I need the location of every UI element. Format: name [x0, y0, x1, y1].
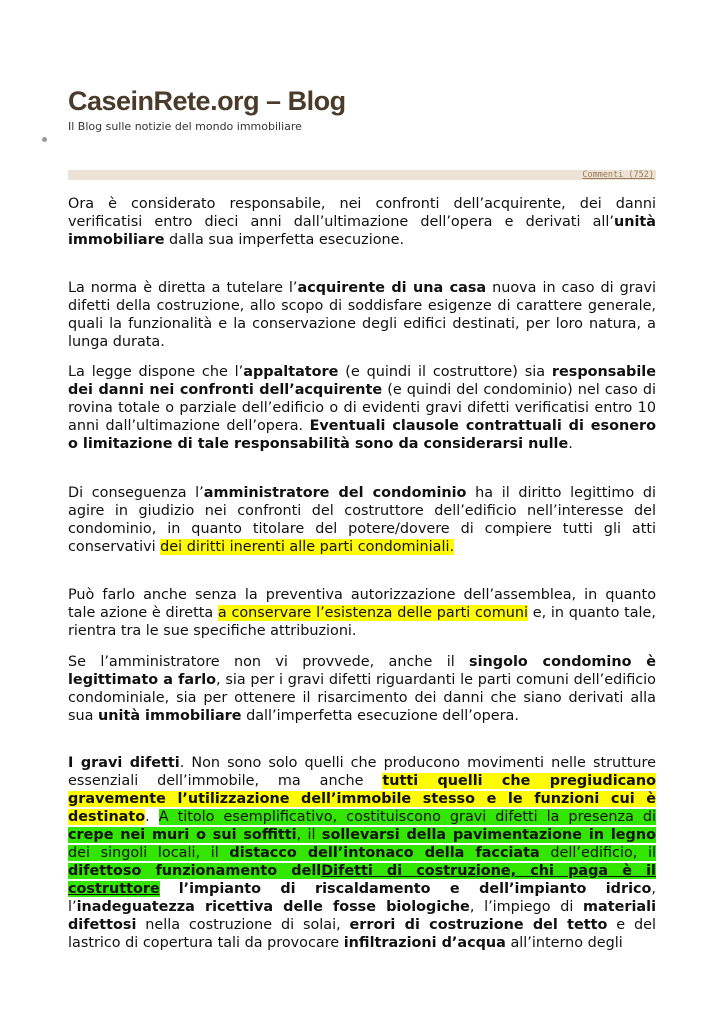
highlight-yellow: a conservare l’esistenza delle parti comuni [217, 605, 528, 621]
highlight-green: sollevarsi della pavimentazione in legno [321, 827, 656, 843]
paragraph-4: Di conseguenza l’amministratore del condominio ha il diritto legittimo di agire in giudizio nei confronti del costruttore dell’edificio nell’interesse del condominio, in quanto titolare del potere/dovere di compiere tutti gli atti conservativi dei diritti inerenti alle parti condominiali. [68, 485, 657, 555]
highlight-green: crepe nei muri o sui soffitti [68, 827, 297, 843]
bold-text: singolo condomino è legittimato a farlo [68, 654, 656, 688]
highlight-green: A titolo esemplificativo, costituiscono gravi difetti la presenza di [158, 809, 656, 825]
bold-text: infiltrazioni d’acqua [343, 935, 506, 951]
bullet-icon [42, 137, 47, 142]
bold-text: errori di costruzione del tetto [349, 917, 608, 933]
bold-text: materiali difettosi [68, 899, 656, 933]
bold-text: acquirente di una casa [297, 280, 487, 296]
internal-link[interactable]: Difetti di costruzione, chi paga è il costruttore [68, 863, 656, 897]
bold-text: l’impianto di riscaldamento e dell’impianto idrico [178, 881, 652, 897]
highlight-green: dell’edificio, il [539, 845, 657, 861]
bold-text: responsabile dei danni nei confronti dell’acquirente [68, 364, 656, 398]
paragraph-7: I gravi difetti. Non sono solo quelli che producono movimenti nelle strutture essenziali dell’immobile, ma anche tutti quelli che pregiudicano gravemente l’utilizzazione dell’immobile stesso e le funzioni cui è destinato. A titolo esemplificativo, costituiscono gravi difetti la presenza di crepe nei muri o sui soffitti, il sollevarsi della pavimentazione in legno dei singoli locali, il distacco dell’intonaco della facciata dell’edificio, il difettoso funzionamento dellDifetti di costruzione, chi paga è il costruttore l’impianto di riscaldamento e dell’impianto idrico, l’inadeguatezza ricettiva delle fosse biologiche, l’impiego di materiali difettosi nella costruzione di solai, errori di costruzione del tetto e del lastrico di copertura tali da provocare infiltrazioni d’acqua all’interno degli [68, 755, 657, 951]
paragraph-3: La legge dispone che l’appaltatore (e quindi il costruttore) sia responsabile dei danni nei confronti dell’acquirente (e quindi del condominio) nel caso di rovina totale o parziale dell’edificio o di evidenti gravi difetti verificatisi entro 10 anni dall’ultimazione dell’opera. Eventuali clausole contrattuali di esonero o limitazione di tale responsabilità sono da considerarsi nulle. [68, 364, 656, 452]
highlight-green: difettoso funzionamento dell [68, 863, 322, 879]
bold-text: Eventuali clausole contrattuali di esonero o limitazione di tale responsabilità sono da considerarsi nulle [68, 418, 656, 452]
site-tagline: Il Blog sulle notizie del mondo immobiliare [68, 120, 302, 133]
bold-text: unità immobiliare [98, 708, 242, 724]
bold-text: appaltatore [243, 364, 339, 380]
bold-text: amministratore del condominio [203, 485, 467, 501]
paragraph-5: Può farlo anche senza la preventiva autorizzazione dell’assemblea, in quanto tale azione è diretta a conservare l’esistenza delle parti comuni e, in quanto tale, rientra tra le sue specifiche attribuzioni. [68, 587, 656, 639]
highlight-green: , il [296, 827, 322, 843]
paragraph-1: Ora è considerato responsabile, nei confronti dell’acquirente, dei danni verificatisi entro dieci anni dall’ultimazione dell’opera e derivati all’unità immobiliare dalla sua imperfetta esecuzione. [68, 196, 656, 248]
bold-text: unità immobiliare [68, 214, 656, 248]
bold-text: I gravi difetti [68, 755, 180, 771]
paragraph-2: La norma è diretta a tutelare l’acquirente di una casa nuova in caso di gravi difetti della costruzione, allo scopo di soddisfare esigenze di carattere generale, quali la funzionalità e la conservazione degli edifici destinati, per loro natura, a lunga durata. [68, 280, 657, 350]
comments-link[interactable]: Commenti (752) [582, 170, 654, 180]
paragraph-6: Se l’amministratore non vi provvede, anche il singolo condomino è legittimato a farlo, sia per i gravi difetti riguardanti le parti comuni dell’edificio condominiale, sia per ottenere il risarcimento dei danni che siano derivati alla sua unità immobiliare dall’imperfetta esecuzione dell’opera. [68, 654, 656, 724]
highlight-yellow: dei diritti inerenti alle parti condominiali. [160, 539, 455, 555]
site-title[interactable]: CaseinRete.org – Blog [68, 86, 346, 116]
bold-text: inadeguatezza ricettiva delle fosse biologiche [76, 899, 470, 915]
highlight-green: distacco dell’intonaco della facciata [229, 845, 540, 861]
highlight-green: dei singoli locali, il [68, 845, 230, 861]
highlight-yellow: tutti quelli che pregiudicano gravemente l’utilizzazione dell’immobile stesso e le funzioni cui è destinato [68, 773, 656, 825]
post-meta-bar [68, 170, 656, 180]
